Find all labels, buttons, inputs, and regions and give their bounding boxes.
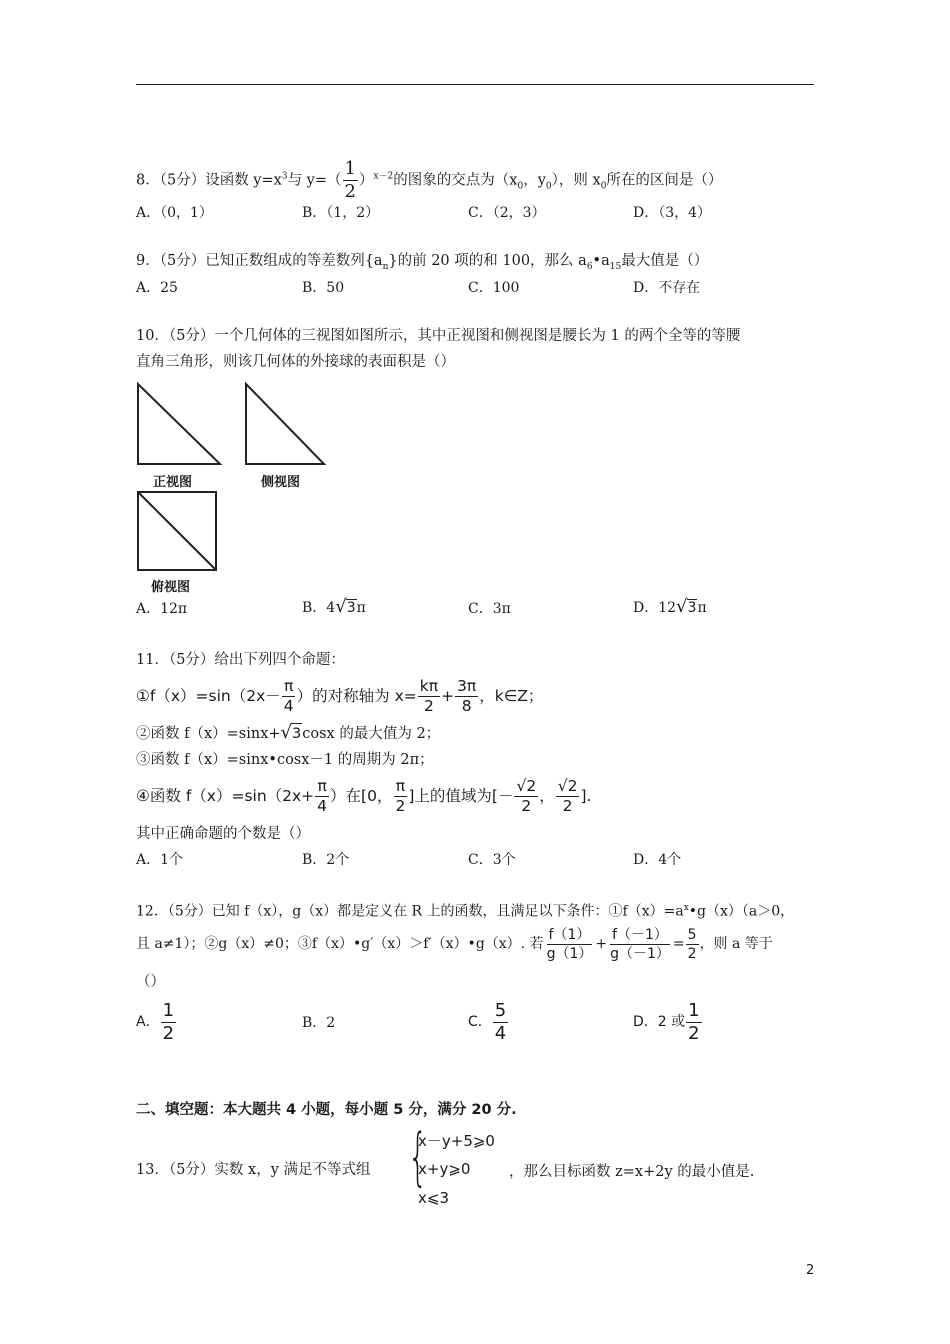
- q11-proposition-3: ③函数 f（x）=sinx•cosx－1 的周期为 2π；: [136, 752, 434, 768]
- question-12-line2: 且 a≠1）；②g（x）≠0；③f（x）•g′（x）＞f′（x）•g（x）. 若 $\frac{f(1)}{g(1)}$ + $\frac{f(-1)}{g(-1)}$ = $\frac{5}{2}$ ，则 a 等于: [136, 926, 773, 962]
- q11-proposition-2: ②函数 f（x）=sinx+√3cosx 的最大值为 2；: [136, 722, 441, 743]
- q12-option-d: D．2 或 $\frac{1}{2}$: [633, 999, 700, 1044]
- top-view-label: 俯视图: [151, 580, 191, 595]
- q8-option-c: C．（2，3）: [468, 205, 546, 221]
- question-8: 8．（5分）设函数 $y=x^3$与 y=（ $\frac{1}{2}$ ）$^{x-2}$的图象的交点为（$x_0$，$y_0$），则 $x_0$所在的区间是（）: [136, 158, 723, 202]
- question-13-prefix: 13．（5分）实数 x，y 满足不等式组: [136, 1162, 371, 1178]
- q11-proposition-1: ①f（x）=sin（2x－ $\frac{\pi}{4}$ ）的对称轴为 x= $\frac{k\pi}{2}$ + $\frac{3\pi}{8}$ ，k∈Z；: [136, 676, 544, 715]
- q11-option-c: C．3个: [468, 852, 516, 868]
- q8-option-a: A．（0，1）: [136, 205, 213, 221]
- question-12-line3: （）: [136, 974, 165, 990]
- question-12-line1: 12．（5分）已知 f（x），g（x）都是定义在 R 上的函数，且满足以下条件：$①f(x)=a^x•g(x)(a>0$，: [136, 903, 795, 920]
- q10-option-c: C．3π: [468, 601, 511, 617]
- q12-option-b: B．2: [302, 1015, 336, 1031]
- q12-option-a: A． $\frac{1}{2}$: [136, 999, 175, 1044]
- top-view-diagonal: [138, 492, 216, 570]
- q8-option-b: B．（1，2）: [302, 205, 380, 221]
- q10-option-d: D．12√3π: [633, 596, 707, 617]
- question-11-title: 11．（5分）给出下列四个命题：: [136, 652, 345, 668]
- q11-option-a: A．1个: [136, 852, 184, 868]
- section-2-heading: 二、填空题：本大题共 4 小题，每小题 5 分，满分 20 分.: [136, 1102, 517, 1118]
- q9-option-a: A．25: [136, 280, 178, 296]
- question-13-suffix: ，那么目标函数 z=x+2y 的最小值是.: [509, 1164, 755, 1180]
- question-10-line2: 直角三角形，则该几何体的外接球的表面积是（）: [136, 354, 455, 370]
- q10-option-a: A．12π: [136, 601, 188, 617]
- q11-ask: 其中正确命题的个数是（）: [136, 826, 310, 842]
- question-10-line1: 10．（5分）一个几何体的三视图如图所示，其中正视图和侧视图是腰长为 1 的两个全等的等腰: [136, 328, 741, 344]
- front-view-label: 正视图: [153, 475, 193, 490]
- q12-option-c: C． $\frac{5}{4}$: [468, 999, 507, 1044]
- fraction-half: $\frac{1}{2}$: [344, 158, 356, 202]
- system-brace: {: [407, 1120, 428, 1193]
- q9-option-d: D．不存在: [633, 280, 701, 296]
- q10-option-b: B．4√3π: [302, 596, 366, 617]
- q9-option-b: B．50: [302, 280, 345, 296]
- question-9: 9．（5分）已知正数组成的等差数列$\{a_n\}$的前 20 项的和 100，那么 $a_6•a_{15}$最大值是（）: [136, 253, 709, 272]
- side-view-triangle: [246, 384, 324, 464]
- front-view-triangle: [138, 384, 220, 464]
- q8-option-d: D．（3，4）: [633, 205, 712, 221]
- q11-option-d: D．4个: [633, 852, 682, 868]
- q13-constraint-2: x+y⩾0: [418, 1160, 471, 1178]
- page-number: 2: [806, 1263, 815, 1278]
- q13-constraint-1: x－y+5⩾0: [418, 1132, 495, 1150]
- three-view-figure: [134, 380, 334, 600]
- q11-proposition-4: ④函数 f（x）=sin（2x+ $\frac{\pi}{4}$ ）在[0， $\frac{\pi}{2}$ ]上的值域为[－ $\frac{√2}{2}$ ， $\frac{√2}{2}$ ].: [136, 776, 592, 815]
- q13-constraint-3: x⩽3: [418, 1189, 449, 1207]
- side-view-label: 侧视图: [261, 475, 301, 490]
- q9-option-c: C．100: [468, 280, 520, 296]
- q11-option-b: B．2个: [302, 852, 350, 868]
- header-rule: [136, 84, 814, 85]
